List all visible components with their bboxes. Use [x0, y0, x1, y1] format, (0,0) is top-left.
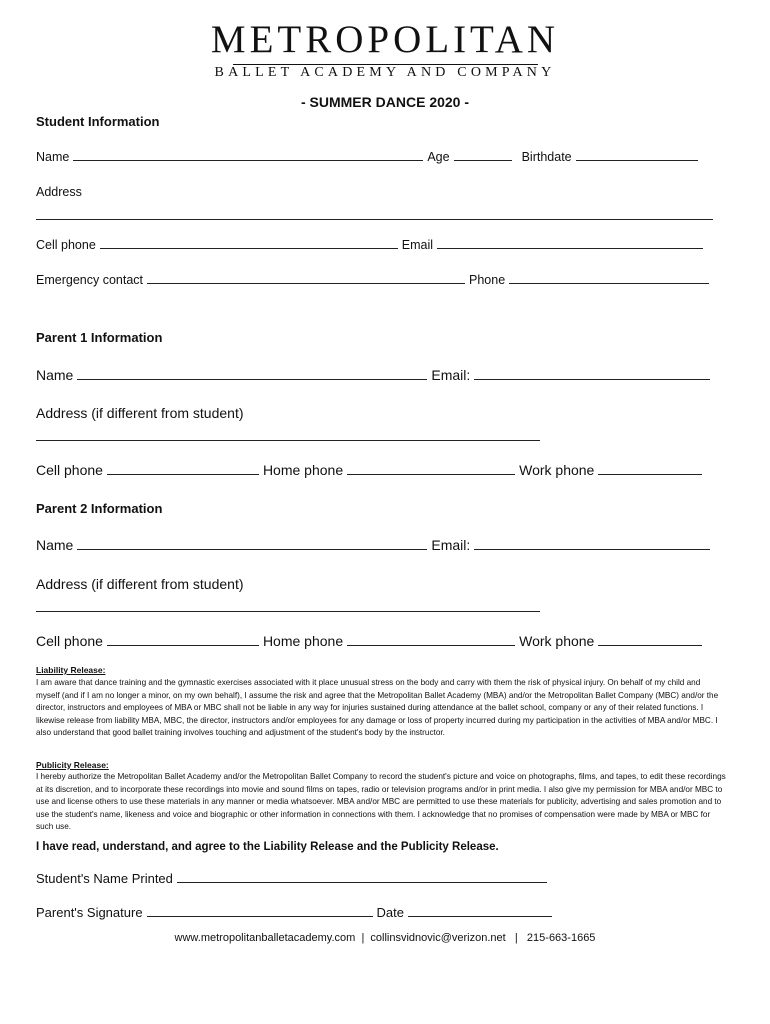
parent-signature-row	[36, 905, 556, 920]
parent1-name-row	[36, 367, 714, 383]
parent2-cell-field[interactable]	[107, 644, 259, 646]
student-age-field[interactable]	[454, 159, 512, 161]
student-cell-field[interactable]	[100, 247, 398, 249]
agreement-statement: I have read, understand, and agree to the Liability Release and the Publicity Release.	[36, 841, 499, 853]
parent1-address-field[interactable]	[36, 440, 540, 441]
student-email-field[interactable]	[437, 247, 703, 249]
student-birthdate-field[interactable]	[576, 159, 698, 161]
footer-email[interactable]: collinsvidnovic@verizon.net	[370, 932, 506, 944]
parent2-home-field[interactable]	[347, 644, 515, 646]
student-birthdate-label: Birthdate	[521, 150, 572, 164]
student-address-label: Address	[36, 185, 82, 199]
emergency-contact-field[interactable]	[147, 282, 465, 284]
footer	[0, 932, 770, 944]
parent1-email-label: Email:	[431, 367, 471, 383]
parent2-email-field[interactable]	[474, 548, 710, 550]
emergency-phone-label: Phone	[469, 273, 506, 287]
parent2-email-label: Email:	[431, 537, 471, 553]
parent-signature-label: Parent's Signature	[36, 905, 143, 920]
student-name-printed-row	[36, 871, 551, 886]
logo-subtitle: BALLET ACADEMY AND COMPANY	[214, 65, 556, 80]
student-name-field[interactable]	[73, 159, 423, 161]
liability-text: I am aware that dance training and the gymnastic exercises associated with it place unusual stress on the body and carry with them the risk of physical injury. On behalf of my child and myself (and if I am no longer a minor, on my own behalf), I assume the risk and agree that the Metropolitan Ballet Academy (MBA) and/or the Metropolitan Ballet Company (MBC) and/or the director, instructors and employees of MBA or MBC shall not be liable in any way for injuries sustained during attendance at the ballet school, company or any of their related functions. I likewise release from liability MBA, MBC, the director, instructors and/or employees for any damage or loss of property incurred during my participation in the activities of MBA and/or MBC. I also understand that good ballet training involves touching and adjustment of the student's body by the instructor.	[36, 678, 719, 737]
event-title: - SUMMER DANCE 2020 -	[300, 94, 470, 110]
parent2-address-label: Address (if different from student)	[36, 576, 244, 592]
parent1-email-field[interactable]	[474, 378, 710, 380]
parent1-home-field[interactable]	[347, 473, 515, 475]
parent-signature-field[interactable]	[147, 915, 373, 917]
emergency-contact-label: Emergency contact	[36, 273, 143, 287]
signature-date-label: Date	[376, 905, 405, 920]
parent2-cell-label: Cell phone	[36, 633, 103, 649]
footer-phone: 215-663-1665	[526, 932, 596, 944]
parent1-phone-row	[36, 462, 706, 478]
publicity-title: Publicity Release:	[36, 760, 109, 770]
student-name-printed-label: Student's Name Printed	[36, 871, 173, 886]
parent2-name-field[interactable]	[77, 548, 427, 550]
student-heading: Student Information	[36, 114, 160, 129]
parent1-work-label: Work phone	[519, 462, 595, 478]
emergency-phone-field[interactable]	[509, 282, 709, 284]
parent1-address-label: Address (if different from student)	[36, 405, 244, 421]
parent2-phone-row	[36, 633, 706, 649]
parent2-name-row	[36, 537, 714, 553]
student-name-label: Name	[36, 150, 70, 164]
student-age-label: Age	[427, 150, 450, 164]
parent1-name-label: Name	[36, 367, 74, 383]
parent1-home-label: Home phone	[262, 462, 344, 478]
parent2-name-label: Name	[36, 537, 74, 553]
parent2-work-label: Work phone	[519, 633, 595, 649]
liability-title: Liability Release:	[36, 665, 106, 675]
footer-separator: |	[514, 932, 518, 944]
student-name-printed-field[interactable]	[177, 881, 547, 883]
parent2-heading: Parent 2 Information	[36, 501, 163, 516]
signature-date-field[interactable]	[408, 915, 552, 917]
logo-title: METROPOLITAN	[210, 18, 560, 61]
parent2-work-field[interactable]	[598, 644, 702, 646]
parent1-cell-label: Cell phone	[36, 462, 103, 478]
parent2-home-label: Home phone	[262, 633, 344, 649]
parent1-name-field[interactable]	[77, 378, 427, 380]
parent2-address-field[interactable]	[36, 611, 540, 612]
emergency-row	[36, 273, 713, 287]
parent1-work-field[interactable]	[598, 473, 702, 475]
publicity-text: I hereby authorize the Metropolitan Ballet Academy and/or the Metropolitan Ballet Company to record the student's picture and voice on photographs, films, and tapes, to edit these recordings at its discretion, and to incorporate these recordings into movie and sound films on tapes, radio or television programs and/or in print media. I also give my permission for MBA and/or MBC to use and license others to use these materials in any manner or media whatsoever. MBA and/or MBC are permitted to use these materials for publicity, advertising and sales promotion and to use the student's name, likeness and voice and biographic or other information in connections with them. I acknowledge that no promises of compensation were made by MBA or MBC for such use.	[36, 772, 726, 831]
parent1-heading: Parent 1 Information	[36, 330, 163, 345]
student-cell-row	[36, 238, 707, 252]
student-email-label: Email	[401, 238, 434, 252]
student-cell-label: Cell phone	[36, 238, 96, 252]
student-address-field[interactable]	[36, 219, 713, 220]
footer-website[interactable]: www.metropolitanballetacademy.com	[174, 932, 356, 944]
student-name-row	[36, 150, 702, 164]
parent1-cell-field[interactable]	[107, 473, 259, 475]
footer-separator: |	[361, 932, 365, 944]
